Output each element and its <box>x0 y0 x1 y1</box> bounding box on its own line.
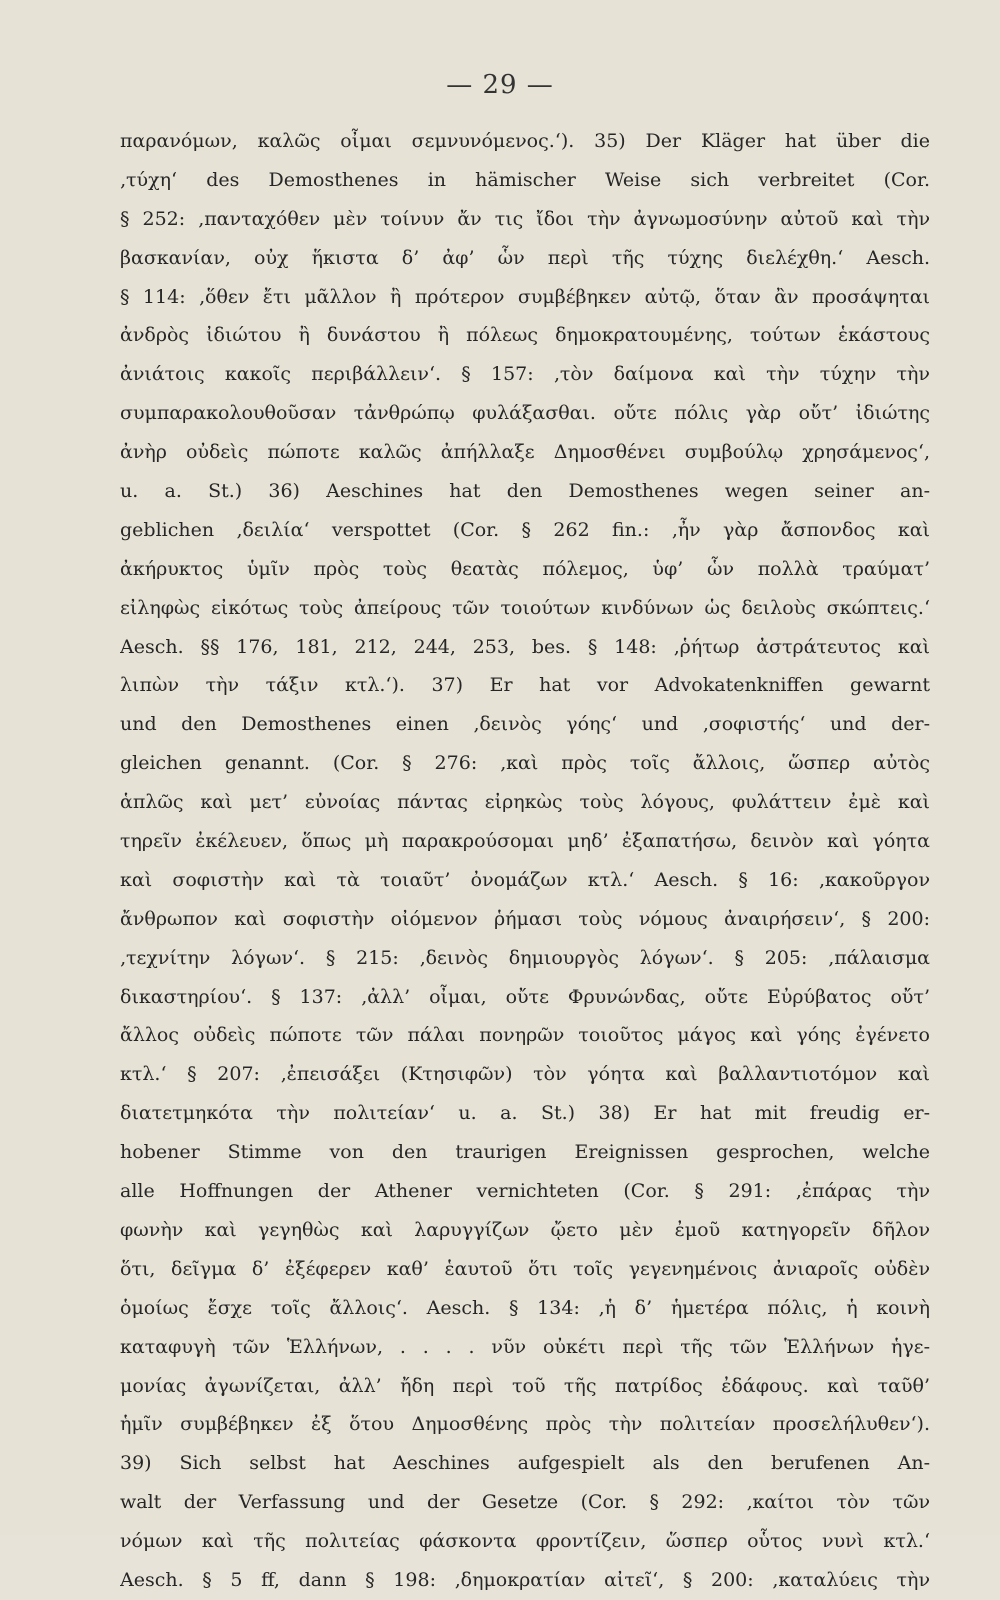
text-line: ἀνιάτοις κακοῖς περιβάλλειν‘. § 157: ‚τὸν δαίμονα καὶ τὴν τύχην τὴν <box>120 363 930 386</box>
text-line: νόμων καὶ τῆς πολιτείας φάσκοντα φροντίζειν, ὥσπερ οὗτος νυνὶ κτλ.‘ <box>120 1530 930 1553</box>
text-line: Aesch. § 5 ff, dann § 198: ‚δημοκρατίαν αἰτεῖ‘, § 200: ‚καταλύεις τὴν <box>120 1568 930 1591</box>
text-line: hobener Stimme von den traurigen Ereignissen gesprochen, welche <box>120 1141 930 1164</box>
text-line: 39) Sich selbst hat Aeschines aufgespielt als den berufenen An- <box>120 1452 930 1475</box>
text-line: ἄνθρωπον καὶ σοφιστὴν οἰόμενον ῥήμασι τοὺς νόμους ἀναιρήσειν‘, § 200: <box>120 907 930 930</box>
page-number: — 29 — <box>446 70 554 100</box>
text-line: geblichen ‚δειλία‘ verspottet (Cor. § 262 fin.: ‚ἦν γὰρ ἄσπονδος καὶ <box>120 518 930 541</box>
text-line: ἄλλος οὐδεὶς πώποτε τῶν πάλαι πονηρῶν τοιοῦτος μάγος καὶ γόης ἐγένετο <box>120 1024 930 1047</box>
text-line: § 114: ‚ὅθεν ἔτι μᾶλλον ἢ πρότερον συμβέβηκεν αὐτῷ, ὅταν ἂν προσάψηται <box>120 285 930 308</box>
text-line: gleichen genannt. (Cor. § 276: ‚καὶ πρὸς τοῖς ἄλλοις, ὥσπερ αὐτὸς <box>120 752 930 775</box>
text-line: ὅτι, δεῖγμα δ’ ἐξέφερεν καθ’ ἑαυτοῦ ὅτι τοῖς γεγενημένοις ἀνιαροῖς οὐδὲν <box>120 1257 930 1280</box>
text-line: u. a. St.) 36) Aeschines hat den Demosthenes wegen seiner an- <box>120 480 930 503</box>
text-line: ἡμῖν συμβέβηκεν ἐξ ὅτου Δημοσθένης πρὸς τὴν πολιτείαν προσελήλυθεν‘). <box>120 1413 930 1436</box>
text-line: κτλ.‘ § 207: ‚ἐπεισάξει (Κτησιφῶν) τὸν γόητα καὶ βαλλαντιοτόμον καὶ <box>120 1063 930 1086</box>
text-line: ‚τύχη‘ des Demosthenes in hämischer Weise sich verbreitet (Cor. <box>120 168 930 191</box>
text-line: § 252: ‚πανταχόθεν μὲν τοίνυν ἄν τις ἴδοι τὴν ἀγνωμοσύνην αὐτοῦ καὶ τὴν <box>120 207 930 230</box>
text-line: καταφυγὴ τῶν Ἑλλήνων, . . . . νῦν οὐκέτι περὶ τῆς τῶν Ἑλλήνων ἡγε- <box>120 1335 930 1358</box>
text-line: und den Demosthenes einen ‚δεινὸς γόης‘ und ‚σοφιστής‘ und der- <box>120 713 930 736</box>
text-line: φωνὴν καὶ γεγηθὼς καὶ λαρυγγίζων ᾤετο μὲν ἐμοῦ κατηγορεῖν δῆλον <box>120 1218 930 1241</box>
text-line: alle Hoffnungen der Athener vernichteten (Cor. § 291: ‚ἐπάρας τὴν <box>120 1180 930 1203</box>
text-line: εἰληφὼς εἰκότως τοὺς ἀπείρους τῶν τοιούτων κινδύνων ὡς δειλοὺς σκώπτεις.‘ <box>120 596 930 619</box>
text-line: ‚τεχνίτην λόγων‘. § 215: ‚δεινὸς δημιουργὸς λόγων‘. § 205: ‚πάλαισμα <box>120 946 930 969</box>
text-line: μονίας ἀγωνίζεται, ἀλλ’ ἤδη περὶ τοῦ τῆς πατρίδος ἐδάφους. καὶ ταῦθ’ <box>120 1374 930 1397</box>
text-line: Aesch. §§ 176, 181, 212, 244, 253, bes. § 148: ‚ῥήτωρ ἀστράτευτος καὶ <box>120 635 930 658</box>
text-line: ὁμοίως ἔσχε τοῖς ἄλλοις‘. Aesch. § 134: ‚ἡ δ’ ἡμετέρα πόλις, ἡ κοινὴ <box>120 1296 930 1319</box>
body-text <box>120 122 930 1600</box>
text-line: καὶ σοφιστὴν καὶ τὰ τοιαῦτ’ ὀνομάζων κτλ.‘ Aesch. § 16: ‚κακοῦργον <box>120 868 930 891</box>
text-line: δικαστηρίου‘. § 137: ‚ἀλλ’ οἶμαι, οὔτε Φρυνώνδας, οὔτε Εὐρύβατος οὔτ’ <box>120 985 930 1008</box>
text-line: διατετμηκότα τὴν πολιτείαν‘ u. a. St.) 38) Er hat mit freudig er- <box>120 1102 930 1125</box>
text-line: βασκανίαν, οὐχ ἥκιστα δ’ ἀφ’ ὧν περὶ τῆς τύχης διελέχθη.‘ Aesch. <box>120 246 930 269</box>
text-line: ἀνὴρ οὐδεὶς πώποτε καλῶς ἀπήλλαξε Δημοσθένει συμβούλῳ χρησάμενος‘, <box>120 441 930 464</box>
text-line: συμπαρακολουθοῦσαν τἀνθρώπῳ φυλάξασθαι. οὔτε πόλις γὰρ οὔτ’ ἰδιώτης <box>120 402 930 425</box>
text-line: λιπὼν τὴν τάξιν κτλ.‘). 37) Er hat vor Advokatenkniffen gewarnt <box>120 674 930 697</box>
text-line: τηρεῖν ἐκέλευεν, ὅπως μὴ παρακρούσομαι μηδ’ ἐξαπατήσω, δεινὸν καὶ γόητα <box>120 830 930 853</box>
text-line: παρανόμων, καλῶς οἶμαι σεμνυνόμενος.‘). 35) Der Kläger hat über die <box>120 130 930 152</box>
text-line: ἁπλῶς καὶ μετ’ εὐνοίας πάντας εἰρηκὼς τοὺς λόγους, φυλάττειν ἐμὲ καὶ <box>120 791 930 814</box>
text-line: ἀνδρὸς ἰδιώτου ἢ δυνάστου ἢ πόλεως δημοκρατουμένης, τούτων ἑκάστους <box>120 324 930 347</box>
text-line: ἀκήρυκτος ὑμῖν πρὸς τοὺς θεατὰς πόλεμος, ὑφ’ ὧν πολλὰ τραύματ’ <box>120 557 930 580</box>
text-line: walt der Verfassung und der Gesetze (Cor. § 292: ‚καίτοι τὸν τῶν <box>120 1491 930 1514</box>
